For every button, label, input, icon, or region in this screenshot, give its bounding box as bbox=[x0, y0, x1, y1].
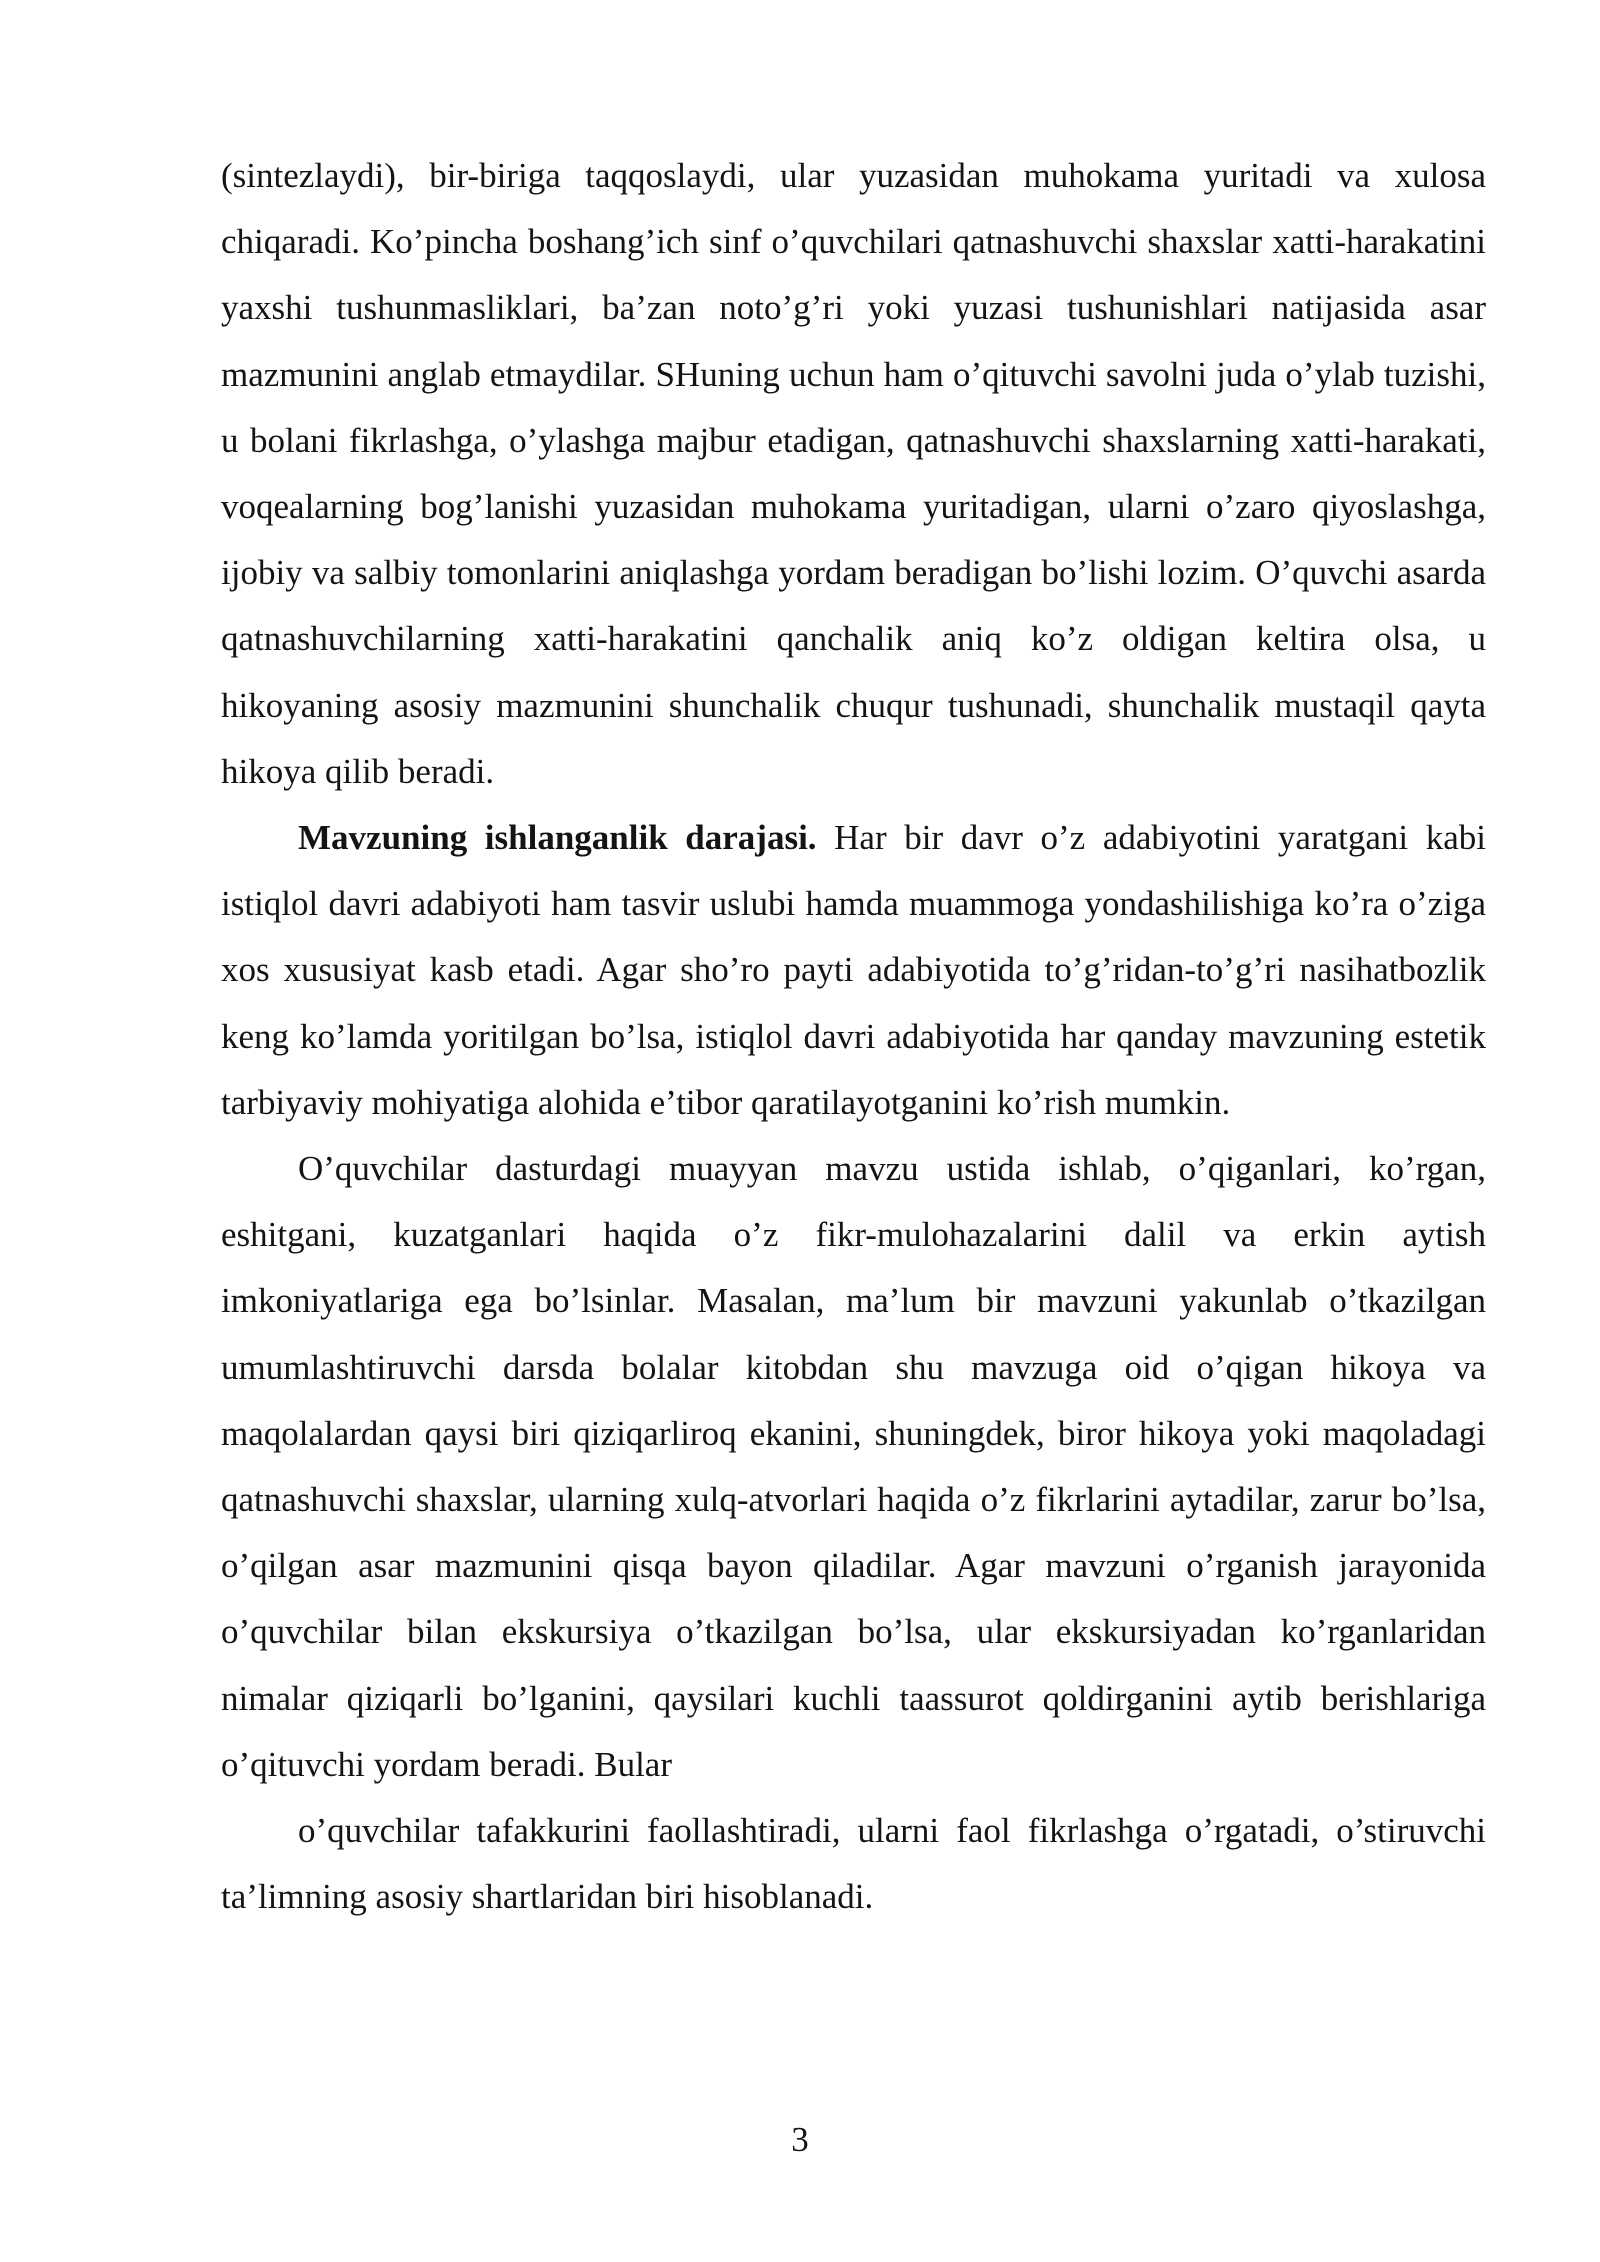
section-heading: Mavzuning ishlanganlik darajasi. bbox=[298, 818, 817, 858]
paragraph-4: o’quvchilar tafakkurini faollashtiradi, ularni faol fikrlashga o’rgatadi, o’stiruvchi ta’limning asosiy shartlaridan biri hisoblanadi. bbox=[221, 1811, 1486, 1917]
paragraph-1: (sintezlaydi), bir-biriga taqqoslaydi, ular yuzasidan muhokama yuritadi va xulosa chiqaradi. Ko’pincha boshang’ich sinf o’quvchilari qatnashuvchi shaxslar xatti-harakatini yaxshi tushunmasliklari, ba’zan noto’g’ri yoki yuzasi tushunishlari natijasida asar mazmunini anglab etmaydilar. SHuning uchun ham o’qituvchi savolni juda o’ylab tuzishi, u bolani fikrlashga, o’ylashga majbur etadigan, qatnashuvchi shaxslarning xatti-harakati, voqealarning bog’lanishi yuzasidan muhokama yuritadigan, ularni o’zaro qiyoslashga, ijobiy va salbiy tomonlarini aniqlashga yordam beradigan bo’lishi lozim. O’quvchi asarda qatnashuvchilarning xatti-harakatini qanchalik aniq ko’z oldigan keltira olsa, u hikoyaning asosiy mazmunini shunchalik chuqur tushunadi, shunchalik mustaqil qayta hikoya qilib beradi. bbox=[221, 156, 1486, 791]
paragraph-3: O’quvchilar dasturdagi muayyan mavzu ustida ishlab, o’qiganlari, ko’rgan, eshitgani, kuzatganlari haqida o’z fikr-mulohazalarini dalil va erkin aytish imkoniyatlariga ega bo’lsinlar. Masalan, ma’lum bir mavzuni yakunlab o’tkazilgan umumlashtiruvchi darsda bolalar kitobdan shu mavzuga oid o’qigan hikoya va maqolalardan qaysi biri qiziqarliroq ekanini, shuningdek, biror hikoya yoki maqoladagi qatnashuvchi shaxslar, ularning xulq-atvorlari haqida o’z fikrlarini aytadilar, zarur bo’lsa, o’qilgan asar mazmunini qisqa bayon qiladilar. Agar mavzuni o’rganish jarayonida o’quvchilar bilan ekskursiya o’tkazilgan bo’lsa, ular ekskursiyadan ko’rganlaridan nimalar qiziqarli bo’lganini, qaysilari kuchli taassurot qoldirganini aytib berishlariga o’qituvchi yordam beradi. Bular bbox=[221, 1149, 1486, 1784]
page-number: 3 bbox=[791, 2120, 809, 2159]
paragraph-2 bbox=[221, 805, 1486, 1136]
body-text bbox=[221, 143, 1486, 1930]
paragraph-2-text: Har bir davr o’z adabiyotini yaratgani kabi istiqlol davri adabiyoti ham tasvir uslubi hamda muammoga yondashilishiga ko’ra o’ziga xos xususiyat kasb etadi. Agar sho’ro payti adabiyotida to’g’ridan-to’g’ri nasihatbozlik keng ko’lamda yoritilgan bo’lsa, istiqlol davri adabiyotida har qanday mavzuning estetik tarbiyaviy mohiyatiga alohida e’tibor qaratilayotganini ko’rish mumkin. bbox=[221, 818, 1486, 1122]
